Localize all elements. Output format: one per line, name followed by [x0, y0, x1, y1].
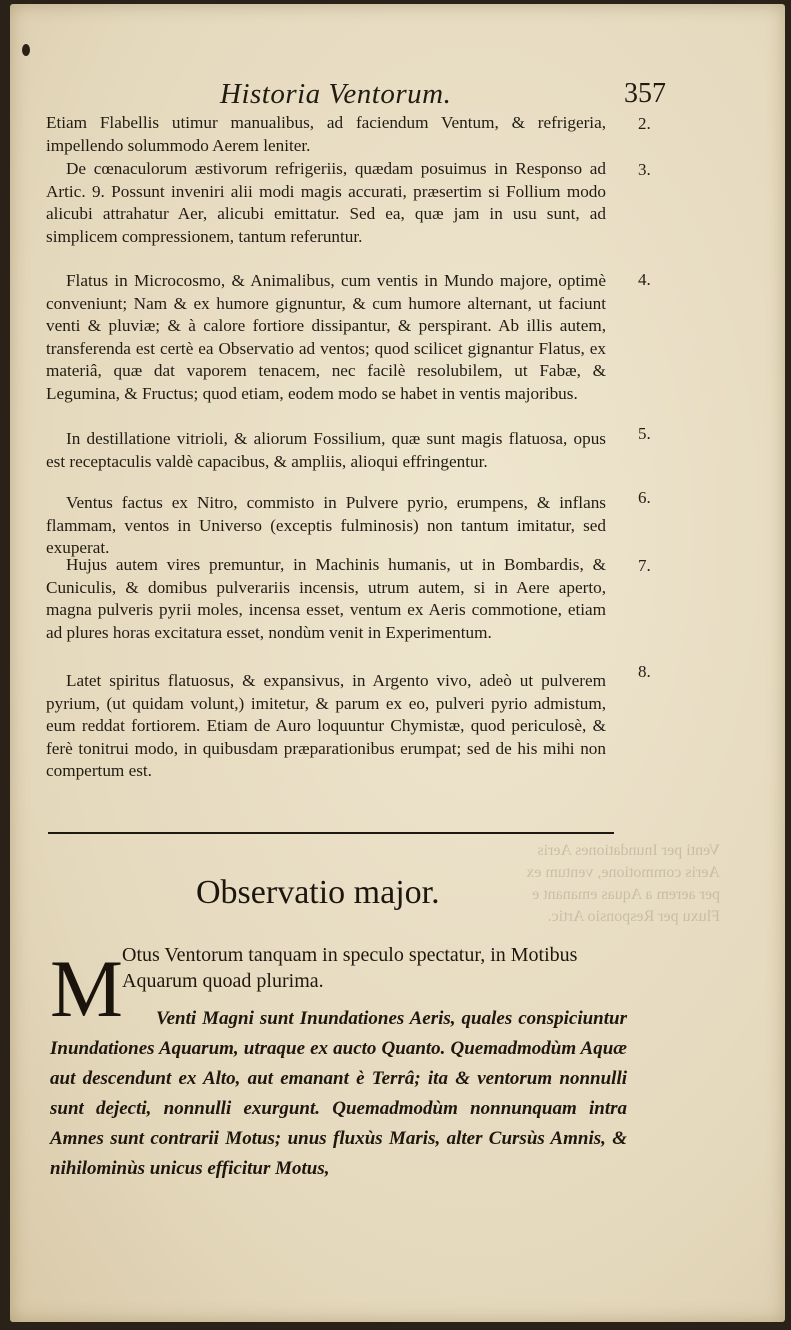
paragraph-6: Ventus factus ex Nitro, commisto in Pulvere pyrio, erumpens, & inflans flammam, ventos in Universo (exceptis fulminosis) non tantum imitatur, sed exuperat. [46, 493, 606, 558]
section-divider [48, 832, 614, 834]
ink-blot [22, 44, 30, 56]
paragraph-2: Etiam Flabellis utimur manualibus, ad faciendum Ventum, & refrigeria, impellendo solummodo Aerem leniter. [46, 113, 606, 155]
book-page [10, 4, 785, 1322]
margin-number-6: 6. [638, 488, 651, 507]
margin-number-5: 5. [638, 424, 651, 443]
section-paragraph: Venti Magni sunt Inundationes Aeris, quales conspiciuntur Inundationes Aquarum, utraque ex aucto Quanto. Quemadmodùm Aquæ aut descendunt ex Alto, aut emanant è Terrâ; ita & ventorum nonnulli sunt dejecti, nonnulli exurgunt. Quemadmodùm nonnunquam intra Amnes sunt contrarii Motus; unus fluxùs Maris, alter Cursùs Amnis, & nihilominùs unicus efficitur Motus, [50, 1008, 627, 1179]
running-head-title: Historia Ventorum. [220, 78, 452, 110]
paragraph-4: Flatus in Microcosmo, & Animalibus, cum ventis in Mundo majore, optimè conveniunt; Nam & ex humore gignuntur, & cum humore alternant, ut faciunt venti & pluviæ; & à calore fortiore dissipantur, & perspirant. Ab illis autem, transferenda est certè ea Observatio ad ventos; quod scilicet gignantur Flatus, ex materiâ, quæ dat vaporem tenacem, nec facilè resolubilem, ut Fabæ, & Legumina, & Fructus; quod etiam, eodem modo se habet in ventis majoribus. [46, 271, 606, 403]
show-through-text: Venti per Inundationes Aeris Aeris commotione, ventum ex per aerem a Aquas emanant e Fluxu per Responsio Artic. [526, 842, 720, 925]
margin-number-2: 2. [638, 114, 651, 133]
margin-number-7: 7. [638, 556, 651, 575]
paragraph-7: Hujus autem vires premuntur, in Machinis humanis, ut in Bombardis, & Cuniculis, & domibus pulverariis incensis, utrum autem, si in Aere aperto, magna pulveris pyrii moles, incensa esset, ventum ex Aeris commotione, etiam ad plures horas excitatura esset, nondùm venit in Experimentum. [46, 555, 606, 642]
margin-number-4: 4. [638, 270, 651, 289]
paragraph-3: De cœnaculorum æstivorum refrigeriis, quædam posuimus in Responso ad Artic. 9. Possunt inveniri alii modi magis accurati, præsertim si Follium modo alicubi attrahatur Aer, alicubi emittatur. Sed ea, quæ jam in usu sunt, ad simplicem compressionem, tantum referuntur. [46, 159, 606, 246]
drop-capital: M [50, 943, 123, 1034]
section-heading: Observatio major. [196, 874, 440, 911]
margin-number-8: 8. [638, 662, 651, 681]
paragraph-5: In destillatione vitrioli, & aliorum Fossilium, quæ sunt magis flatuosa, opus est receptaculis valdè capacibus, & ampliis, alioqui effringentur. [46, 429, 606, 471]
paragraph-8: Latet spiritus flatuosus, & expansivus, in Argento vivo, adeò ut pulverem pyrium, (ut quidam volunt,) imitetur, & parum ex eo, pulveri pyrio admistum, eum reddat fortiorem. Etiam de Auro loquuntur Chymistæ, quod periculosè, & ferè tonitrui modo, in quibusdam præparationibus erumpat; sed de his mihi non compertum est. [46, 671, 606, 781]
margin-number-3: 3. [638, 160, 651, 179]
section-opening: Otus Ventorum tanquam in speculo spectatur, in Motibus Aquarum quoad plurima. [122, 944, 578, 992]
page-number: 357 [624, 78, 666, 109]
